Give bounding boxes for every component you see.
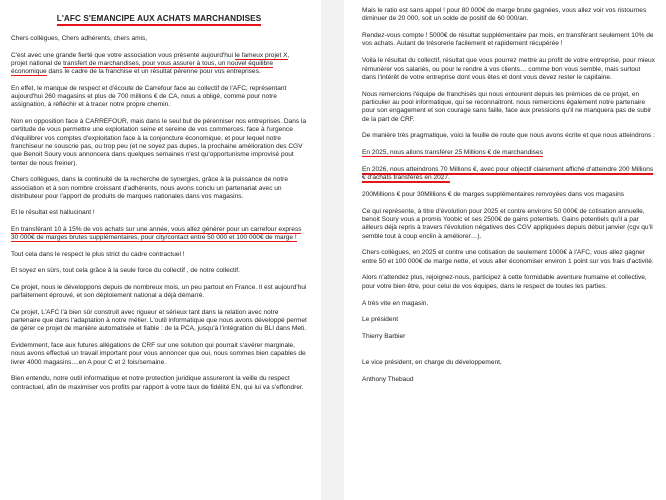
paragraph-collective-result: Voila le résultat du collectif, résultat que vous pourrez mettre au profit de votre entreprise, pour mieux rémunérer vos salariés, ou pour le rendre à vos clients… comme bon vous semble, mais surtout dans l'intérêt de votre entreprise dont vous êtes et dont vous devez rester le capitaine. (362, 57, 655, 81)
paragraph-ratio: Mais le ratio est sans appel ! pour 80 000€ de marge brute gagnées, vous allez voir vos ristournes diminuer de 20 000, soit un solde de positif de 60 000/an. (362, 7, 647, 23)
greeting: Chers collègues, Chers adhérents, chers amis, (11, 35, 148, 42)
paragraph-project-tested: Ce projet, nous le développons depuis de nombreux mois, un peu partout en France. Il est aujourd'hui parfaitement éprouvé, et son déploiement national a déjà démarré. (11, 283, 307, 300)
paragraph-allegations: Evidemment, face aux futures allégations de CRF sur une solution qui pourrait s'avérer marginale, nous avons effectué un travail important pour vous annoncer que oui, nous sommes bien capables de livrer 4000 magasins....en A pour C et 2 fois/semaine. (11, 342, 306, 366)
paragraph-it-tool: Ce projet, L'AFC l'à bien sûr construit avec rigueur et sérieux tant dans la relation avec notre partenaire que dans l'adaptation à notre métier. L'outil informatique que nous avons développé permet de gérer ce projet de manière automatisée et fiable : de la PCA, jusqu'à l'intégration du BLI dans Meti. (11, 308, 307, 333)
paragraph-intro: C'est avec une grande fierté que votre association vous présente aujourd'hui le fameux projet X, projet national de transfert de marchandises, pour vous assurer à tous, un nouvel équilibre économique dans le cadre de la franchise et un résultat pérenne pour vos entreprises. (11, 51, 290, 76)
paragraph-200-millions: 200Millions € pour 30Millions € de marges supplémentaires renvoyées dans vos magasins (362, 190, 625, 198)
paragraph-partnership: Chers collègues, dans la continuité de la recherche de synergies, grâce à la puissance de notre association et à son nombre croissant d'adhérents, nous avons conclu un partenariat avec un distributeur pour l'apport de produits de marques nationales dans vos magasins. (11, 176, 288, 200)
paragraph-margin-highlight: En transférant 10 à 15% de vos achats sur une année, vous allez générer pour un carrefour express 30 000€ de marges brutes supplémentaires, pour city/contact entre 50 000 et 100 000€ de marge ! (11, 225, 302, 242)
paragraph-carrefour-respect: En effet, le manque de respect et d'écoute de Carrefour face au collectif de l'AFC, représentant aujourd'hui 260 magasins et plus de 700 millions € de CA, nous a obligé, comme pour notre assignation, à réfléchir et à tracer notre propre chemin. (11, 84, 287, 109)
paragraph-roadmap: De manière très pragmatique, voici la feuille de route que nous avons écrite et que nous atteindrons : (362, 132, 655, 140)
signature-president-role: Le président (362, 316, 399, 324)
paragraph-see-you: A très vite en magasin. (362, 299, 429, 307)
document-page-left (0, 0, 321, 500)
paragraph-result: Et le résultat est hallucinant ! (11, 209, 95, 217)
signature-president-name: Thierry Barbier (362, 333, 406, 341)
document-title: L'AFC S'EMANCIPE AUX ACHATS MARCHANDISES (11, 14, 307, 23)
signature-vp-name: Anthony Thebaud (362, 376, 414, 384)
paragraph-monthly-result: Rendez-vous compte ! 5000€ de résultat supplémentaire par mois, en transférant seulement 10% de vos achats. Autant de trésorerie facilement et rapidement récupérée ! (362, 32, 654, 48)
paragraph-target-2026: En 2026, nous atteindrons 70 Millions €, avec pour objectif clairement affiché d'atteindre 200 Millions € d'achats transférés en 2027. (362, 165, 654, 182)
paragraph-contract: Tout cela dans le respect le plus strict du cadre contractuel ! (11, 250, 185, 258)
paragraph-thanks: Nous remercions l'équipe de franchisés qui nous entourent depuis les prémices de ce projet, en particulier au pool informatique, qui se reconnaitront. nous remercions également notre partenaire pour son engagement et son courage sans faille, face aux pressions qu'il ne manquera pas de subir de la part de CRF. (362, 90, 652, 123)
paragraph-legal-protection: Bien entendu, notre outil informatique et notre protection juridique assureront la veille du respect contractuel, afin de maximiser vos profits par rapport à votre taux de fidélité EN, qui lui va s'effondrer. (11, 375, 304, 391)
paragraph-collective: Et soyez en sûrs, tout cela grâce à la seule force du collectif , de notre collectif. (11, 267, 240, 275)
paragraph-cotisation-evolution: Ce qui représente, à titre d'évolution pour 2025 et contre environs 50 000€ de cotisation annuelle, benoit Soury vous a promis Yoobic et ses 2500€ de gains potentiels. Gains potentiels qu'il a par ailleurs déjà repris à travers l'évolution négatives des CGV appliquées depuis début janvier (cgv qu'il semble tout à coup enclin à améliorer…). (362, 207, 653, 240)
paragraph-opposition: Non en opposition face à CARREFOUR, mais dans le seul but de pérenniser nos entreprises. Dans la certitude de vous permettre une exploitation seine et sereine de vos commerces, face à l'urgence d'équilibrer vos comptes d'exploitation face à la conjoncture économique, et pour lequel notre franchiseur ne souscrie pas, ou trop peu (et ne soyez pas dupes, la prochaine amélioration des CGV que Benoit Soury vous annoncera dans quelques semaines n'est qu'opportunisme improvisé pout tenter de nous freiner). (11, 117, 307, 167)
page-gutter (321, 0, 344, 500)
paragraph-cotisation-2025: Chers collègues, en 2025 et contre une cotisation de seulement 1000€ à l'AFC, vous allez gagner entre 50 et 100 000€ de marge nette, et vous aller économiser environ 1 point sur vos frais d'activité. (362, 249, 654, 265)
document-page-right (344, 0, 666, 500)
signature-vp-role: Le vice président, en charge du développement, (362, 359, 502, 367)
paragraph-join-us: Alors n'attendez plus, rejoignez-nous, participez à cette formidable aventure humaine et collective, pour votre bien être, pour celui de vos équipes, dans le respect de toutes les parties. (362, 274, 647, 290)
paragraph-target-2025: En 2025, nous allons transférer 25 Millions € de marchandises (362, 149, 543, 157)
